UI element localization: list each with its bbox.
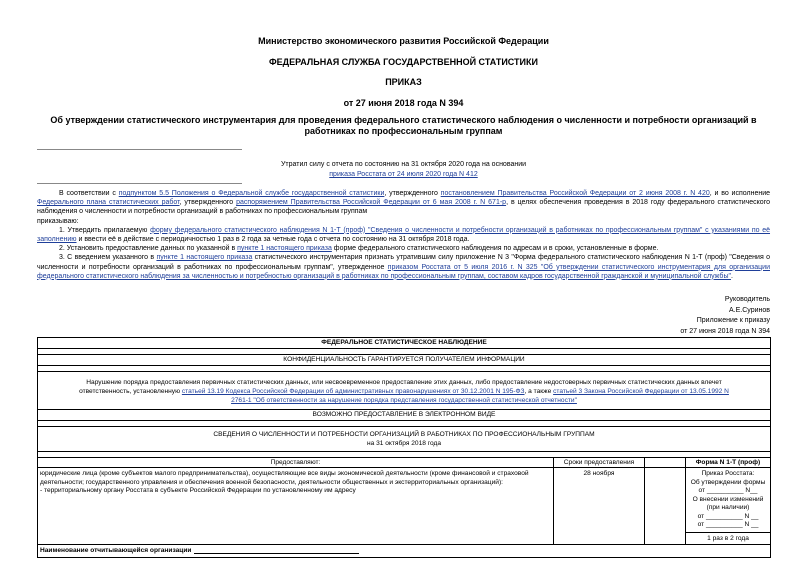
statistical-form (37, 337, 771, 558)
provide-text: юридические лица (кроме субъектов малого предпринимательства), осуществляющие все виды экономической деятельности (кроме финансовой и страховой деятельности; государственного управления и обеспечения военной безопасности, деятельности общественных и экстерриториальных организаций): (40, 470, 529, 486)
col-form: Форма N 1-Т (проф) Приказ Росстата: Об утверждении формы от __________ N__ О внесении изменений (при наличии) от __________ N __ от __________ N __ 1 раз в 2 года (686, 458, 770, 544)
form-frequency: 1 раз в 2 года (686, 532, 770, 544)
deadline-value: 28 ноября (583, 470, 615, 477)
col-form-header: Форма N 1-Т (проф) (686, 458, 770, 468)
order-title: Об утверждении статистического инструментария для проведения федерального статистического наблюдения о численности и потребности организаций в работниках по профессиональным группам (50, 115, 757, 136)
service-heading: ФЕДЕРАЛЬНАЯ СЛУЖБА ГОСУДАРСТВЕННОЙ СТАТИСТИКИ (269, 57, 538, 67)
lost-force-text: Утратил силу с отчета по состоянию на 31 октября 2020 года на основании (280, 161, 527, 168)
link-government-resolution[interactable]: постановлением Правительства Российской Федерации от 2 июня 2008 г. N 420 (440, 190, 710, 197)
paragraph-item-2: 2. Установить предоставление данных по указанной в пункте 1 настоящего приказа форме федерального статистического наблюдения по адресам и в сроки, установленные в форме. (59, 245, 659, 253)
lost-force-note (260, 160, 547, 180)
col-provide-header: Предоставляют: (38, 458, 553, 468)
ministry-heading: Министерство экономического развития Российской Федерации (258, 36, 549, 46)
doc-type-heading: ПРИКАЗ (385, 77, 422, 87)
signature-block (680, 295, 770, 337)
paragraph-preamble: В соответствии с подпунктом 5.5 Положения о Федеральной службе государственной статистики, утвержденного постановлением Правительства Российской Федерации от 2 июня 2008 г. N 420, и во исполнение Федерального плана статистических работ, утвержденного распоряжением Правительства Российской Федерации от 6 мая 2008 г. N 671-р, в целях обеспечения проведения в 2018 году федерального статистического наблюдения о численности и потребности организаций в работниках по профессиональным группам (37, 190, 771, 216)
link-koap-13-19[interactable]: статьей 13.19 Кодекса Российской Федерации об административных правонарушениях от 30.12.2001 N 195-ФЗ (181, 388, 525, 395)
form-confidential: КОНФИДЕНЦИАЛЬНОСТЬ ГАРАНТИРУЕТСЯ ПОЛУЧАТЕЛЕМ ИНФОРМАЦИИ (38, 355, 770, 366)
provide-text-2: - территориальному органу Росстата в субъекте Российской Федерации по установленному им адресу (40, 487, 356, 494)
org-name-field[interactable] (194, 545, 359, 554)
col-deadline-header: Сроки предоставления (554, 458, 644, 468)
form-grid (38, 458, 770, 545)
paragraph-item-1: 1. Утвердить прилагаемую форму федерального статистического наблюдения N 1-Т (проф) "Сведения о численности и потребности организаций в работниках по профессиональным группам" с указаниями по её заполнению и ввести её в действие с периодичностью 1 раз в 2 года за четные года с отчета по состоянию на 31 октября 2018 года. (37, 226, 771, 244)
form-electronic: ВОЗМОЖНО ПРЕДОСТАВЛЕНИЕ В ЭЛЕКТРОННОМ ВИДЕ (38, 410, 770, 421)
form-warning: Нарушение порядка предоставления первичных статистических данных, или несвоевременное предоставление этих данных, либо предоставление недостоверных первичных статистических данных влечет ответственность, установленную статьей 13.19 Кодекса Российской Федерации об административных правонарушениях от 30.12.2001 N 195-ФЗ, а также статьей 3 Закона Российской Федерации от 13.05.1992 N 2761-1 "Об ответственности за нарушение порядка представления государственной статистической отчетности" (38, 372, 770, 410)
link-form-1t[interactable]: форму федерального статистического наблюдения N 1-Т (проф) "Сведения о численности и потребности организаций в работниках по профессиональным группам" с указаниями по её заполнению (37, 226, 771, 244)
link-government-order[interactable]: распоряжением Правительства Российской Федерации от 6 мая 2008 г. N 671-р (236, 199, 507, 207)
form-fed-observation: ФЕДЕРАЛЬНОЕ СТАТИСТИЧЕСКОЕ НАБЛЮДЕНИЕ (38, 338, 770, 349)
order-body (37, 189, 770, 281)
col-provide (38, 458, 554, 544)
form-report-title: СВЕДЕНИЯ О ЧИСЛЕННОСТИ И ПОТРЕБНОСТИ ОРГАНИЗАЦИЙ В РАБОТНИКАХ ПО ПРОФЕССИОНАЛЬНЫМ ГРУППАМ на 31 октября 2018 года (38, 427, 770, 452)
link-law-2761-1[interactable]: статьей 3 Закона Российской Федерации от 13.05.1992 N 2761-1 "Об ответственности за нарушение порядка представления государственной статистической отчетности" (231, 388, 729, 404)
divider (37, 149, 242, 150)
lost-force-link[interactable]: приказа Росстата от 24 июля 2020 года N 412 (329, 171, 478, 178)
paragraph-item-3: 3. С введением указанного в пункте 1 настоящего приказа статистического инструментария признать утратившим силу приложение N 3 "Форма федерального статистического наблюдения N 1-Т (проф) "Сведения о численности и потребности организаций в работниках по профессиональным группам", утвержденное приказом Росстата от 5 июля 2016 г. N 325 "Об утверждении статистического инструментария для организации федерального статистического наблюдения за численностью и потребностью организаций в работниках по профессиональным группам, составом кадров государственной гражданской и муниципальной службы". (37, 254, 770, 280)
org-name-row (38, 545, 770, 557)
link-rosstat-order-325[interactable]: приказом Росстата от 5 июля 2016 г. N 325 "Об утверждении статистического инструментария для организации федерального статистического наблюдения за численностью и потребностью организаций в работниках по профессиональным группам, составом кадров государственной гражданской и муниципальной службы" (37, 263, 770, 280)
link-item-1[interactable]: пункте 1 настоящего приказа (237, 245, 332, 253)
appendix-label: Приложение к приказу (696, 317, 770, 324)
order-word: приказываю: (37, 217, 79, 225)
divider (37, 183, 242, 184)
signer-role: Руководитель (724, 296, 770, 303)
appendix-date: от 27 июня 2018 года N 394 (680, 327, 770, 335)
link-federal-plan[interactable]: Федерального плана статистических работ (37, 199, 180, 207)
link-item-1[interactable]: пункте 1 настоящего приказа (156, 254, 253, 262)
signer-name: А.Е.Суринов (729, 306, 770, 314)
link-regulation-subclause[interactable]: подпунктом 5.5 Положения о Федеральной службе государственной статистики (118, 190, 385, 197)
org-name-label: Наименование отчитывающейся организации (40, 546, 192, 554)
order-date-number: от 27 июня 2018 года N 394 (343, 98, 464, 108)
col-deadline (554, 458, 645, 544)
